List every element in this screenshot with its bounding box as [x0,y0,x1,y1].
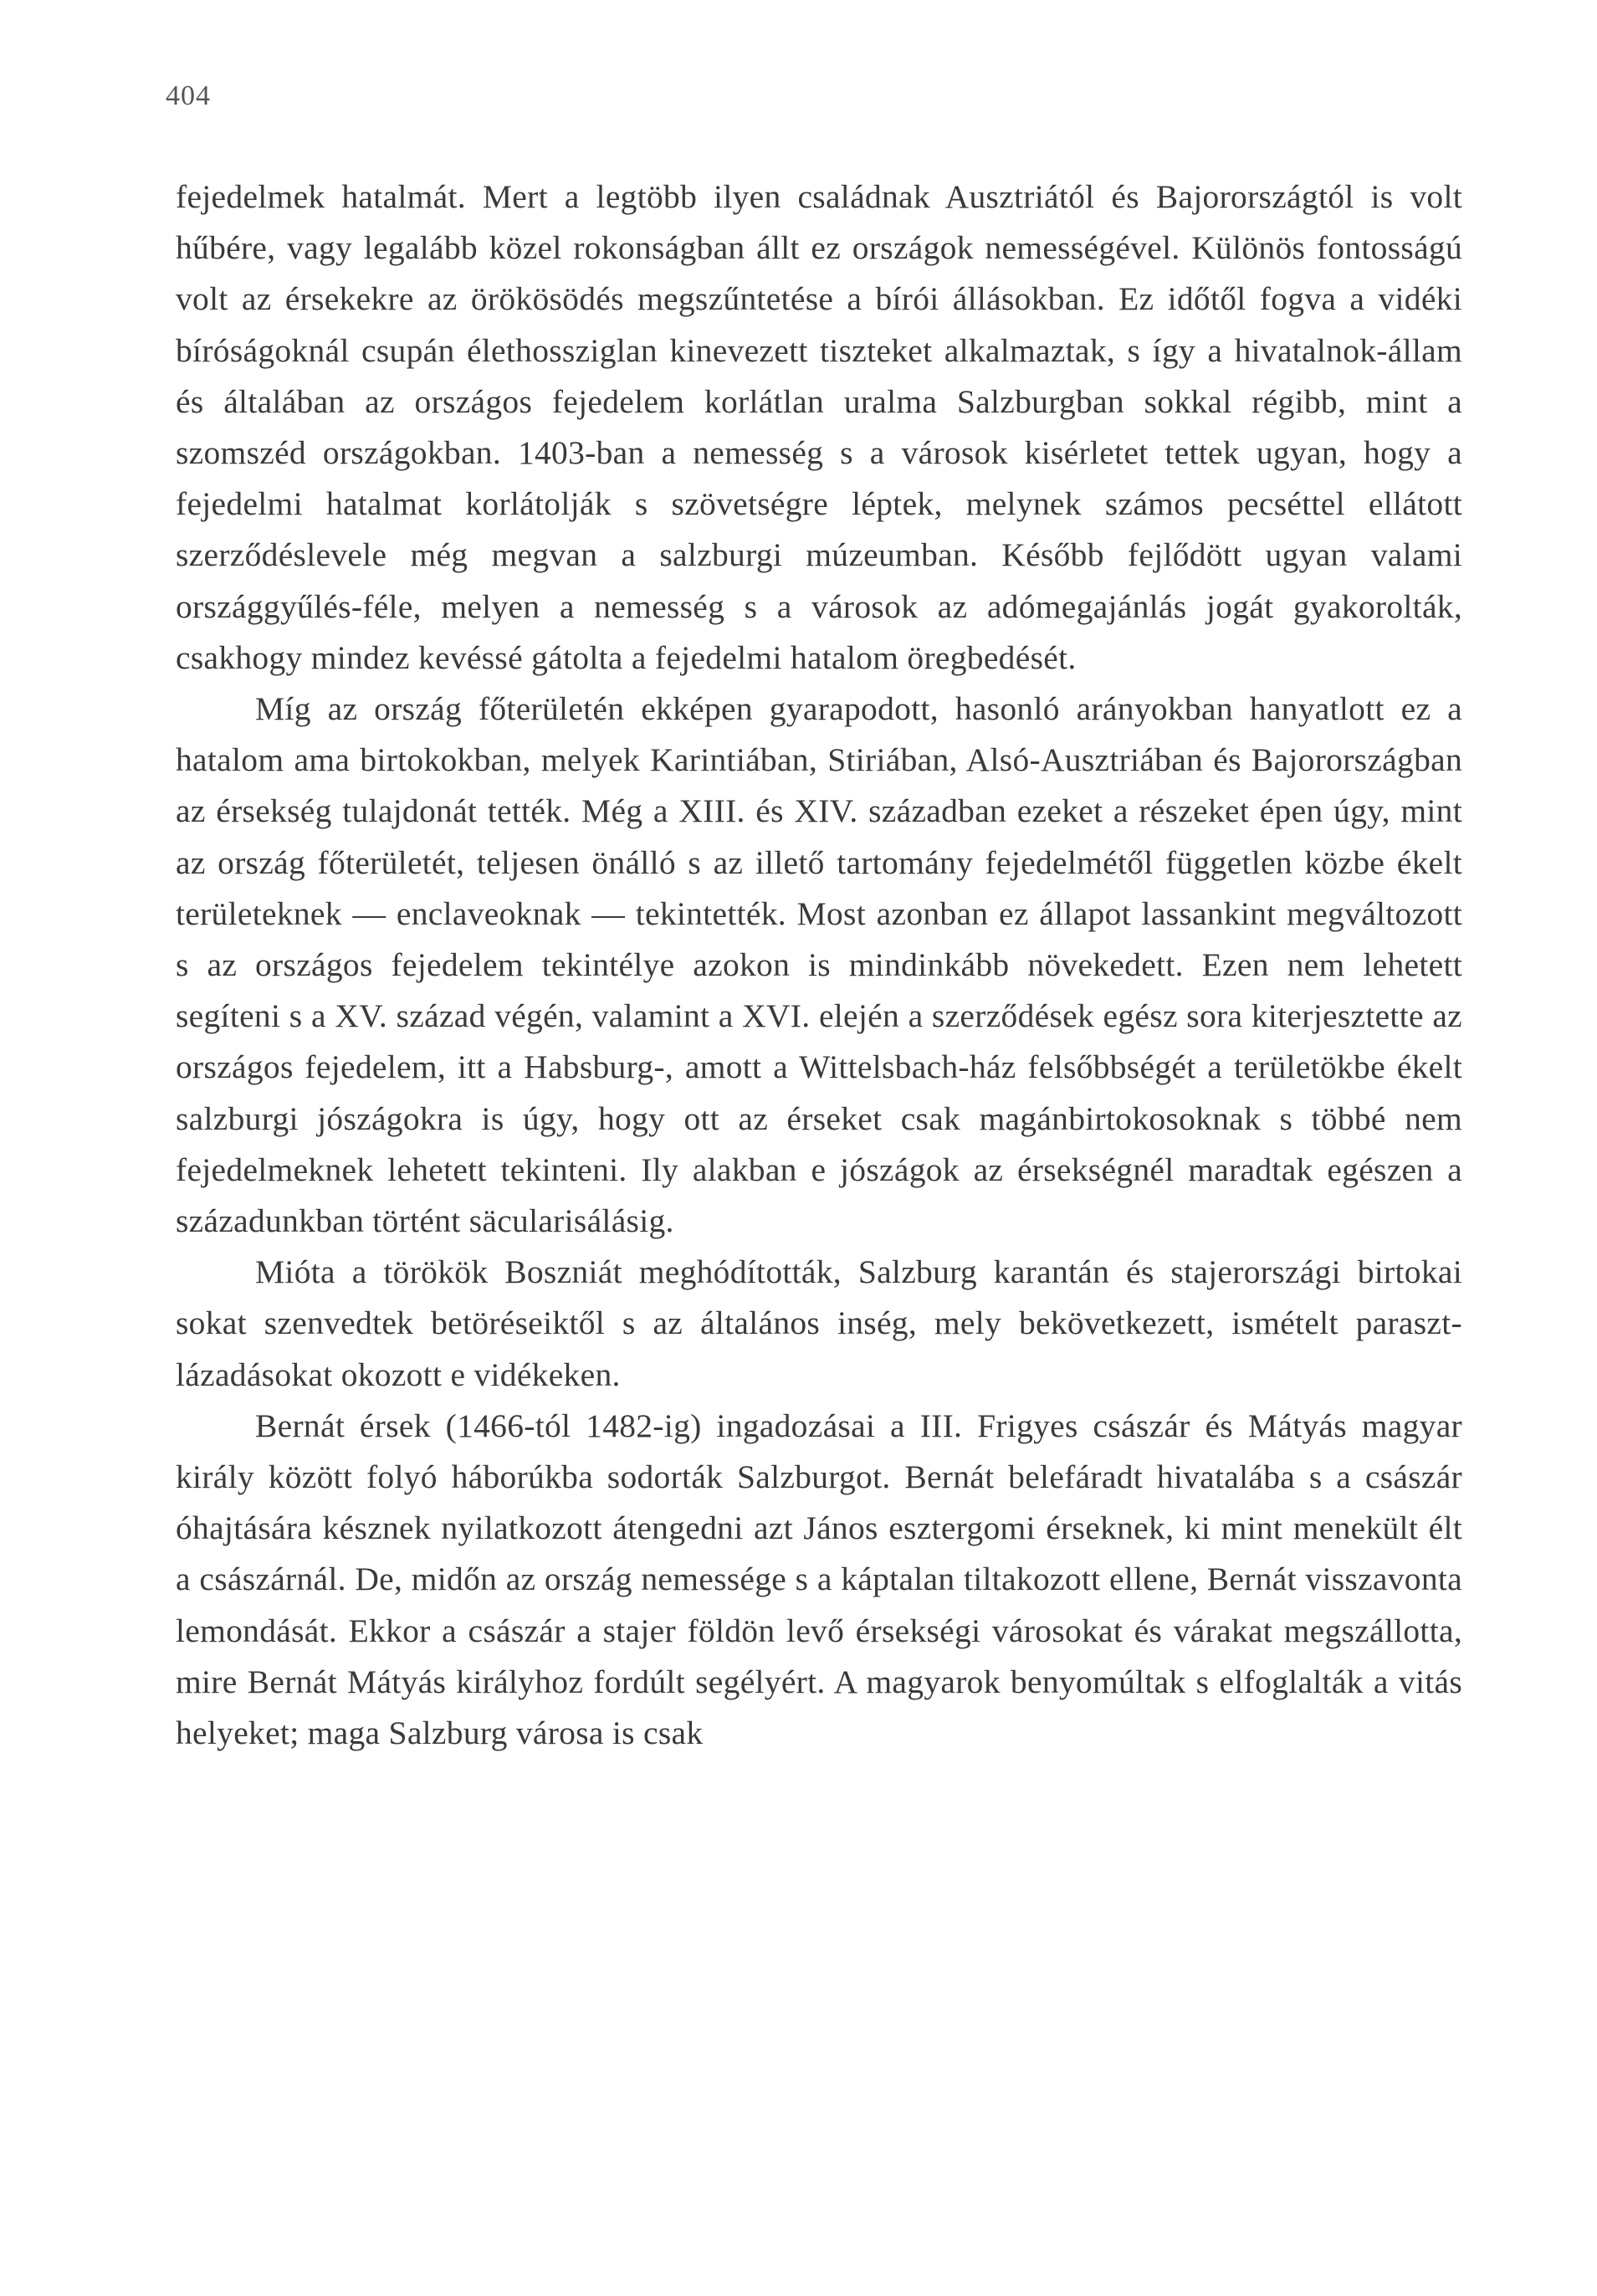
paragraph: fejedelmek hatalmát. Mert a legtöbb ilyen családnak Ausztriától és Bajorországtól is volt hűbére, vagy legalább közel rokonságban állt ez országok nemességével. Különös fontosságú volt az érsekekre az örökösödés megszűntetése a bírói állásokban. Ez időtől fogva a vidéki bíróságoknál csupán élethossziglan kinevezett tiszteket alkalmaztak, s így a hivatalnok-állam és általában az országos fejedelem korlátlan uralma Salzburgban sokkal régibb, mint a szomszéd országokban. 1403-ban a nemesség s a városok kisérletet tettek ugyan, hogy a fejedelmi hatalmat korlátolják s szövetségre léptek, melynek számos pecséttel ellátott szerződéslevele még megvan a salzburgi múzeumban. Később fejlődött ugyan valami országgyűlés-féle, melyen a nemesség s a városok az adómegajánlás jogát gyakorolták, csakhogy mindez kevéssé gátolta a fejedelmi hatalom öregbedését. [176,178,1462,676]
paragraph: Bernát érsek (1466-tól 1482-ig) ingadozásai a III. Frigyes császár és Mátyás magyar király között folyó háborúkba sodorták Salzburgot. Bernát belefáradt hivatalába s a császár óhajtására késznek nyilatkozott átengedni azt János esztergomi érseknek, ki mint menekült élt a császárnál. De, midőn az ország nemessége s a káptalan tiltakozott ellene, Bernát visszavonta lemondását. Ekkor a császár a stajer földön levő érsekségi városokat és várakat megszállotta, mire Bernát Mátyás királyhoz fordúlt segélyért. A magyarok benyomúltak s elfoglalták a vitás helyeket; maga Salzburg városa is csak [176,1407,1462,1752]
page-number: 404 [166,80,211,111]
paragraph: Míg az ország főterületén ekképen gyarapodott, hasonló arányokban hanyatlott ez a hatalom ama birtokokban, melyek Karintiában, Stiriában, Alsó-Ausztriában és Bajorországban az érsekség tulajdonát tették. Még a XIII. és XIV. században ezeket a részeket épen úgy, mint az ország főterületét, teljesen önálló s az illető tartomány fejedelmétől független közbe ékelt területeknek — enclaveoknak — tekintették. Most azonban ez állapot lassankint megváltozott s az országos fejedelem tekintélye azokon is mindinkább növekedett. Ezen nem lehetett segíteni s a XV. század végén, valamint a XVI. elején a szerződések egész sora kiterjesztette az országos fejedelem, itt a Habsburg-, amott a Wittelsbach-ház felsőbbségét a területökbe ékelt salzburgi jószágokra is úgy, hogy ott az érseket csak magánbirtokosoknak s többé nem fejedelmeknek lehetett tekinteni. Ily alakban e jószágok az érsekségnél maradtak egészen a századunkban történt säcularisálásig. [176,690,1462,1240]
paragraph: Mióta a törökök Boszniát meghódították, Salzburg karantán és stajerországi birtokai sokat szenvedtek betöréseiktől s az általános inség, mely bekövetkezett, ismételt paraszt-lázadásokat okozott e vidékeken. [176,1253,1462,1393]
body-text [176,172,1462,1759]
